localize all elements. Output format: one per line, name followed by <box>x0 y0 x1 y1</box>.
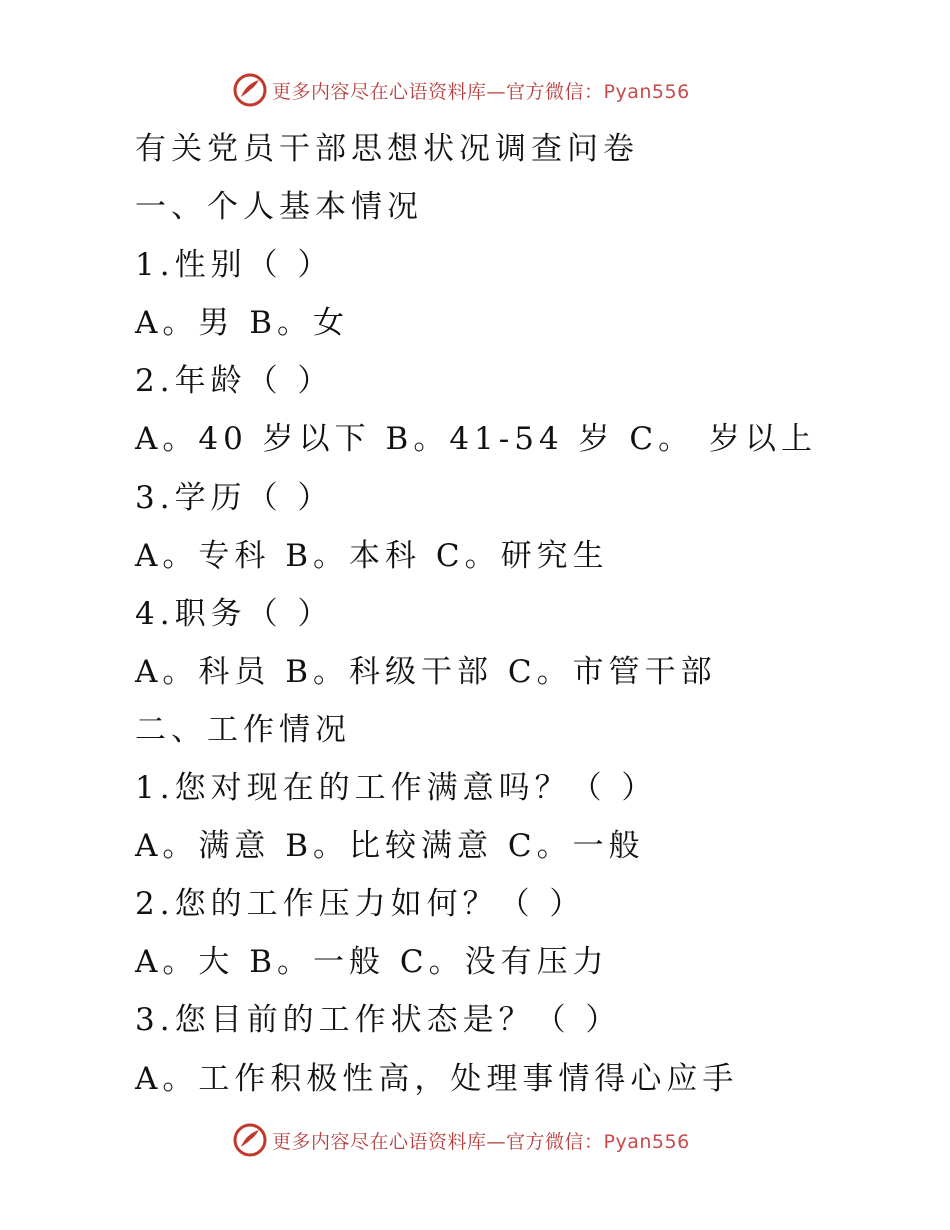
document-title: 有关党员干部思想状况调查问卷 <box>135 131 639 167</box>
section-heading-work: 二、工作情况 <box>135 711 351 748</box>
question-work-state: 3.您目前的工作状态是？（ ） <box>135 1002 622 1039</box>
question-education: 3.学历（ ） <box>135 479 334 516</box>
question-position: 4.职务（ ） <box>135 595 334 632</box>
watermark-text: 更多内容尽在心语资料库—官方微信：Pyan556 <box>272 80 690 103</box>
options-gender: A。男 B。女 <box>135 305 350 342</box>
quill-logo-icon <box>232 72 268 108</box>
section-heading-personal: 一、个人基本情况 <box>135 189 423 226</box>
option-work-state-a: A。工作积极性高，处理事情得心应手 <box>135 1060 739 1097</box>
options-education: A。专科 B。本科 C。研究生 <box>135 537 609 574</box>
options-pressure: A。大 B。一般 C。没有压力 <box>135 944 609 981</box>
watermark-text: 更多内容尽在心语资料库—官方微信：Pyan556 <box>272 1130 690 1153</box>
watermark-header <box>232 70 690 110</box>
question-satisfaction: 1.您对现在的工作满意吗？（ ） <box>135 770 658 807</box>
options-position: A。科员 B。科级干部 C。市管干部 <box>135 653 717 690</box>
question-pressure: 2.您的工作压力如何？（ ） <box>135 886 586 923</box>
question-age: 2.年龄（ ） <box>135 363 334 400</box>
quill-logo-icon <box>232 1122 268 1158</box>
document-body <box>135 120 895 1108</box>
watermark-footer <box>232 1120 690 1160</box>
options-satisfaction: A。满意 B。比较满意 C。一般 <box>135 828 645 865</box>
question-gender: 1.性别（ ） <box>135 247 334 284</box>
options-age: A。40 岁以下 B。41-54 岁 C。 岁以上 <box>135 421 817 458</box>
